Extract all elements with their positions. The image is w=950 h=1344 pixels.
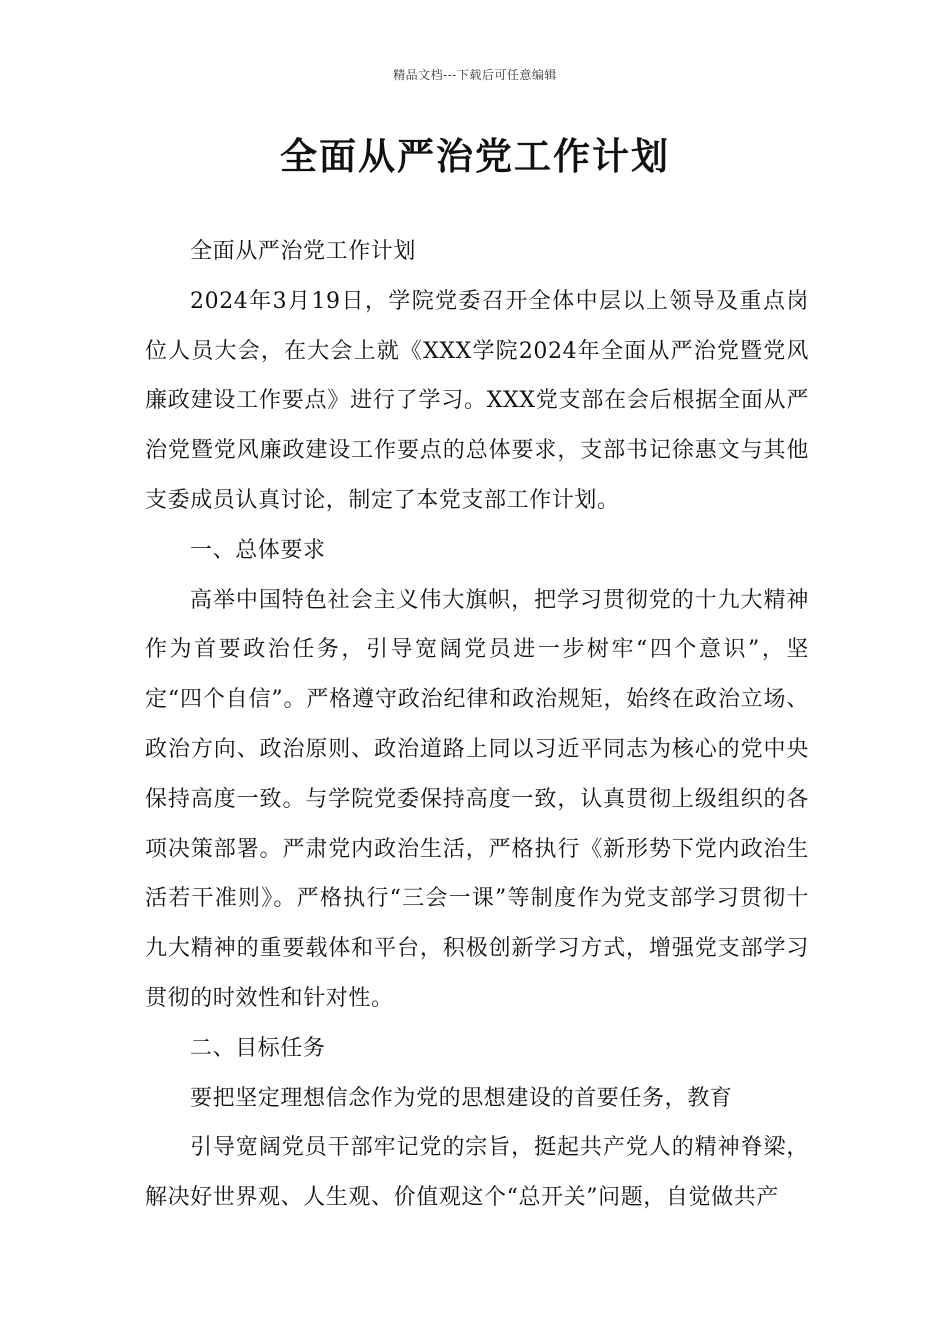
paragraph-objectives-1: 要把坚定理想信念作为党的思想建设的首要任务，教育 [190, 1085, 733, 1111]
document-body [145, 227, 809, 1223]
section-heading-objectives: 二、目标任务 [190, 1035, 326, 1061]
paragraph-objectives-2: 引导宽阔党员干部牢记党的宗旨，挺起共产党人的精神脊梁，解决好世界观、人生观、价值观这个“总开关”问题，自觉做共产 [145, 1135, 809, 1211]
document-title: 全面从严治党工作计划 [280, 135, 670, 178]
paragraph-subtitle: 全面从严治党工作计划 [190, 239, 417, 264]
header-note: 精品文档---下载后可任意编辑 [393, 68, 557, 82]
section-heading-general-requirements: 一、总体要求 [190, 537, 326, 563]
paragraph-intro: 2024年3月19日，学院党委召开全体中层以上领导及重点岗位人员大会，在大会上就《XXX学院2024年全面从严治党暨党风廉政建设工作要点》进行了学习。XXX党支部在会后根据全面从严治党暨党风廉政建设工作要点的总体要求，支部书记徐惠文与其他支委成员认真讨论，制定了本党支部工作计划。 [145, 288, 809, 513]
paragraph-general-requirements: 高举中国特色社会主义伟大旗帜，把学习贯彻党的十九大精神作为首要政治任务，引导宽阔党员进一步树牢“四个意识”，坚定“四个自信”。严格遵守政治纪律和政治规矩，始终在政治立场、政治方向、政治原则、政治道路上同以习近平同志为核心的党中央保持高度一致。与学院党委保持高度一致，认真贯彻上级组织的各项决策部署。严肃党内政治生活，严格执行《新形势下党内政治生活若干准则》。严格执行“三会一课”等制度作为党支部学习贯彻十九大精神的重要载体和平台，积极创新学习方式，增强党支部学习贯彻的时效性和针对性。 [145, 587, 809, 1011]
